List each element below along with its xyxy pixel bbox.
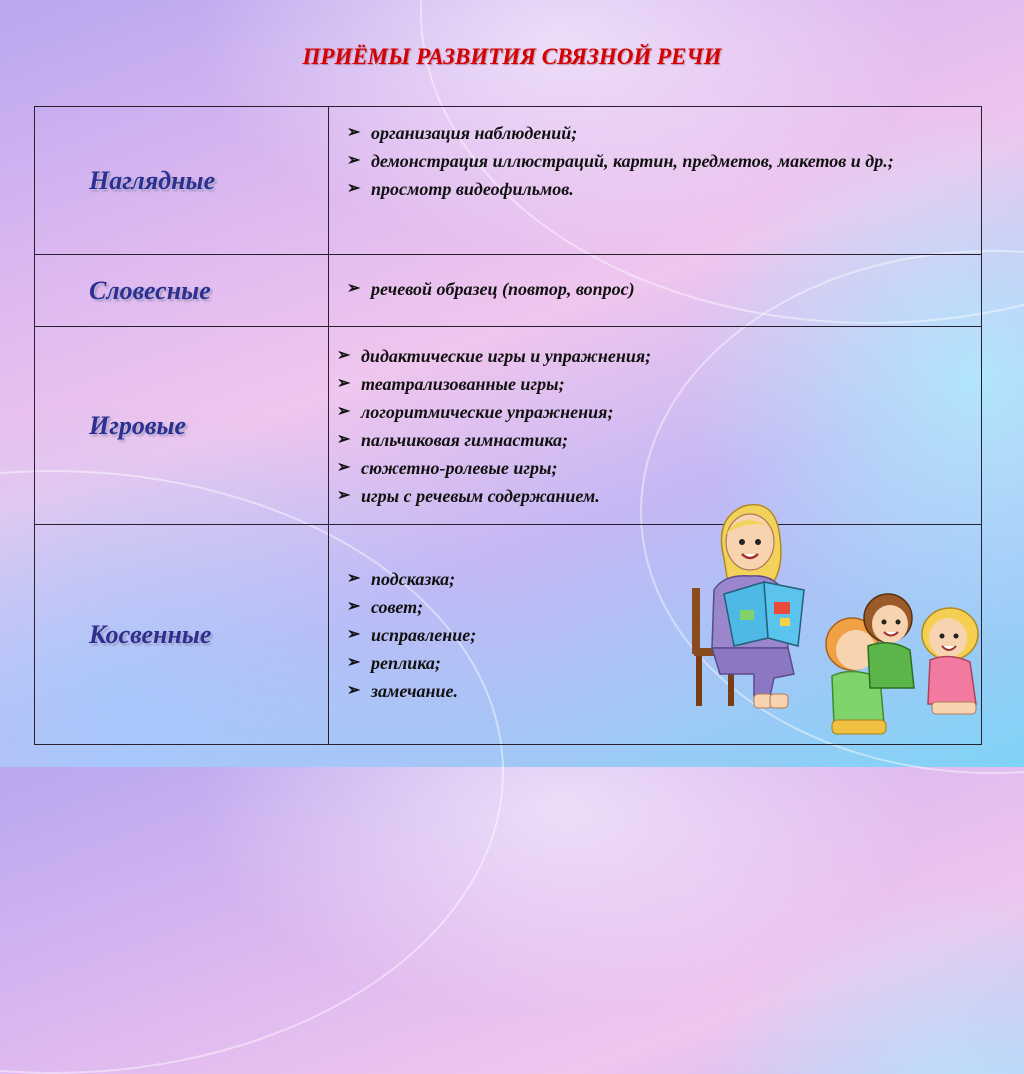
arrowhead-bullet-icon: ➢ [347,569,361,587]
list-item: ➢ исправление; [345,621,981,649]
items-cell [329,107,982,255]
list-item: ➢ организация наблюдений; [345,119,981,147]
arrowhead-bullet-icon: ➢ [337,458,351,476]
items-cell [329,255,982,327]
arrowhead-bullet-icon: ➢ [337,486,351,504]
category-label: Игровые [89,410,187,440]
items-list [345,275,981,303]
list-item: ➢ просмотр видеофильмов. [345,175,981,203]
items-cell [329,327,982,525]
list-item: ➢ сюжетно-ролевые игры; [335,454,981,482]
arrowhead-bullet-icon: ➢ [347,597,361,615]
arrowhead-bullet-icon: ➢ [347,180,361,197]
list-item: ➢ подсказка; [345,565,981,593]
category-cell [35,255,329,327]
list-item: ➢ совет; [345,593,981,621]
category-label: Косвенные [89,619,212,649]
items-list [345,119,981,203]
teacher-children-illustration [684,498,994,738]
category-cell [35,107,329,255]
arrowhead-bullet-icon: ➢ [347,653,361,671]
list-item: ➢ демонстрация иллюстраций, картин, предметов, макетов и др.; [345,147,961,175]
slide-title: ПРИЁМЫ РАЗВИТИЯ СВЯЗНОЙ РЕЧИ [302,44,722,69]
arrowhead-bullet-icon: ➢ [337,346,351,364]
list-item: ➢ игры с речевым содержанием. [335,482,981,510]
table-row [35,327,982,525]
arrowhead-bullet-icon: ➢ [337,430,351,448]
list-item: ➢ театрализованные игры; [335,370,981,398]
arrowhead-bullet-icon: ➢ [347,681,361,699]
list-item: ➢ логоритмические упражнения; [335,398,981,426]
arrowhead-bullet-icon: ➢ [347,152,361,169]
arrowhead-bullet-icon: ➢ [347,124,361,141]
list-item: ➢ реплика; [345,649,981,677]
table-row [35,107,982,255]
child-girl-blonde [922,608,978,714]
category-cell [35,525,329,745]
arrowhead-bullet-icon: ➢ [337,374,351,392]
category-label: Наглядные [89,165,216,195]
list-item: ➢ замечание. [345,677,981,705]
items-list [335,342,981,510]
list-item: ➢ речевой образец (повтор, вопрос) [345,275,981,303]
arrowhead-bullet-icon: ➢ [347,280,361,297]
category-cell [35,327,329,525]
open-book [724,582,804,646]
list-item: ➢ пальчиковая гимнастика; [335,426,981,454]
category-label: Словесные [89,275,211,305]
arrowhead-bullet-icon: ➢ [337,402,351,420]
table-row [35,255,982,327]
arrowhead-bullet-icon: ➢ [347,625,361,643]
list-item: ➢ дидактические игры и упражнения; [335,342,981,370]
